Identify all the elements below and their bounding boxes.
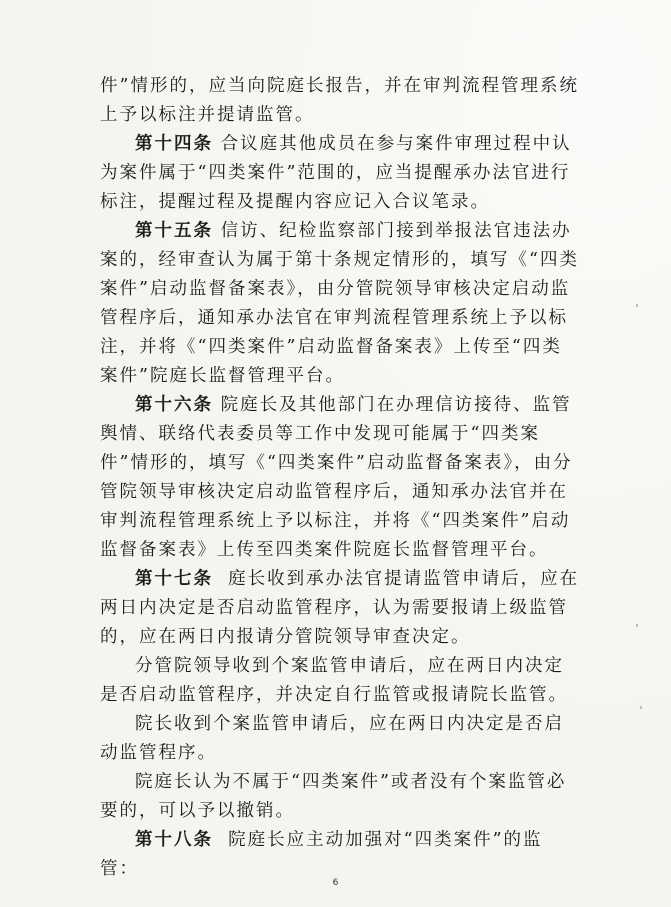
paragraph-article-15 bbox=[100, 217, 580, 391]
paragraph-text: 件”情形的，应当向院庭长报告，并在审判流程管理系统上予以标注并提请监管。 bbox=[100, 76, 579, 125]
article-number: 第十八条 bbox=[135, 830, 213, 850]
paragraph-article-17 bbox=[100, 565, 580, 652]
article-number: 第十四条 bbox=[135, 134, 213, 154]
paragraph-text: 院庭长认为不属于“四类案件”或者没有个案监管必要的，可以予以撤销。 bbox=[100, 772, 567, 821]
paragraph-revocation bbox=[100, 768, 580, 826]
paragraph-text: 合议庭其他成员在参与案件审理过程中认为案件属于“四类案件”范围的，应当提醒承办法官进行标注，提醒过程及提醒内容应记入合议笔录。 bbox=[100, 134, 572, 212]
scan-speck bbox=[636, 624, 638, 627]
paragraph-article-16 bbox=[100, 391, 580, 565]
paragraph-text: 信访、纪检监察部门接到举报法官违法办案的，经审查认为属于第十条规定情形的，填写《“四类案件”启动监督备案表》，由分管院领导审核决定启动监管程序后，通知承办法官在审判流程管理系统上予以标注，并将《“四类案件”启动监督备案表》上传至“四类案件”院庭长监督管理平台。 bbox=[100, 221, 579, 386]
paragraph-article-14 bbox=[100, 130, 580, 217]
paragraph-text: 院庭长应主动加强对“四类案件”的监管： bbox=[100, 830, 543, 879]
page-number: 6 bbox=[332, 878, 339, 888]
article-number: 第十七条 bbox=[135, 569, 213, 589]
paragraph-continuation bbox=[100, 72, 580, 130]
document-body bbox=[100, 72, 580, 884]
paragraph-president bbox=[100, 710, 580, 768]
article-number: 第十六条 bbox=[135, 395, 213, 415]
scan-speck bbox=[636, 304, 638, 307]
paragraph-text: 庭长收到承办法官提请监管申请后，应在两日内决定是否启动监管程序，认为需要报请上级监管的，应在两日内报请分管院领导审查决定。 bbox=[100, 569, 580, 647]
paragraph-article-18 bbox=[100, 826, 580, 884]
paragraph-text: 分管院领导收到个案监管申请后，应在两日内决定是否启动监管程序，并决定自行监管或报请院长监管。 bbox=[100, 656, 568, 705]
scan-speck bbox=[640, 706, 642, 709]
paragraph-text: 院庭长及其他部门在办理信访接待、监管舆情、联络代表委员等工作中发现可能属于“四类案件”情形的，填写《“四类案件”启动监督备案表》，由分管院领导审核决定启动监管程序后，通知承办法官并在审判流程管理系统上予以标注，并将《“四类案件”启动监督备案表》上传至四类案件院庭长监督管理平台。 bbox=[100, 395, 573, 560]
paragraph-deputy-president bbox=[100, 652, 580, 710]
article-number: 第十五条 bbox=[135, 221, 213, 241]
paragraph-text: 院长收到个案监管申请后，应在两日内决定是否启动监管程序。 bbox=[100, 714, 564, 763]
